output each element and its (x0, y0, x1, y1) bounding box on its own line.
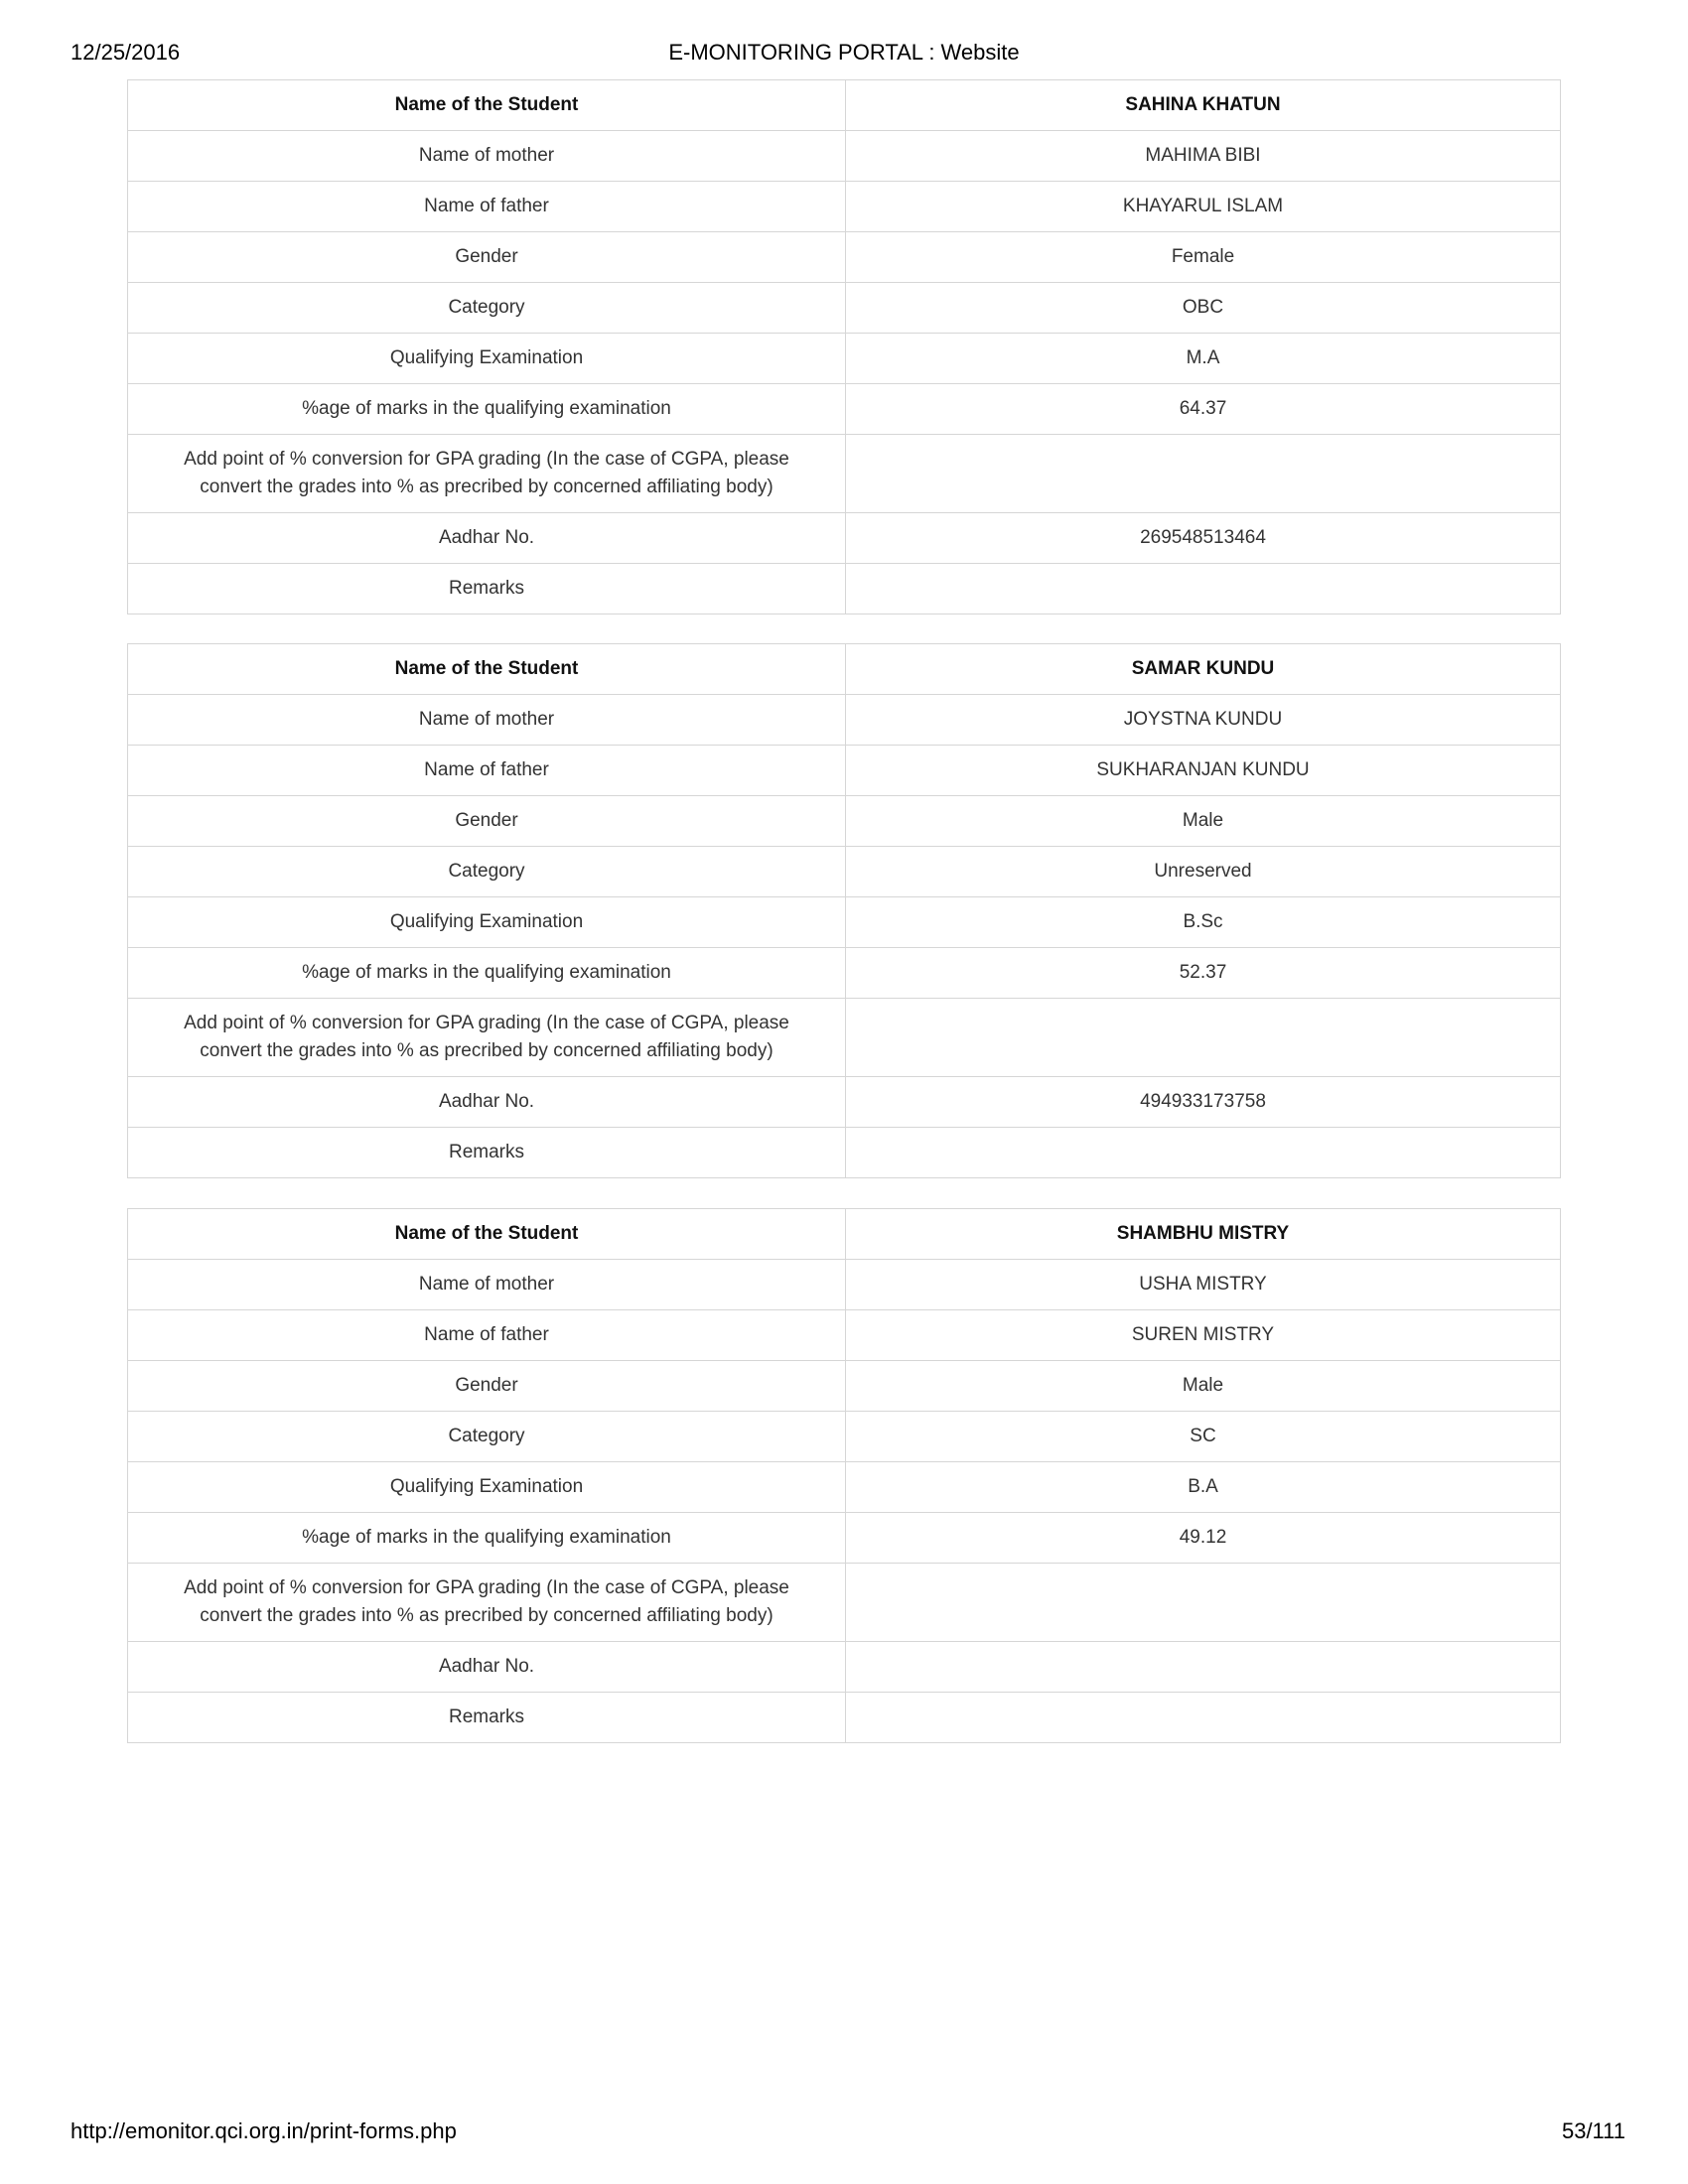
table-row (128, 513, 1561, 564)
gender-value: Female (846, 232, 1561, 283)
marks-percentage-label: %age of marks in the qualifying examination (128, 1513, 846, 1564)
table-row (128, 999, 1561, 1077)
table-row (128, 1128, 1561, 1178)
table-row (128, 384, 1561, 435)
table-row (128, 1077, 1561, 1128)
student-name-label: Name of the Student (128, 1209, 846, 1260)
page-number: 53/111 (1561, 2118, 1625, 2143)
gender-label: Gender (128, 232, 846, 283)
category-value: OBC (846, 283, 1561, 334)
page-url: http://emonitor.qci.org.in/print-forms.php (70, 2118, 457, 2143)
aadhar-label: Aadhar No. (128, 513, 846, 564)
table-row (128, 80, 1561, 131)
table-row (128, 1310, 1561, 1361)
marks-percentage-value: 52.37 (846, 948, 1561, 999)
mother-name-value: MAHIMA BIBI (846, 131, 1561, 182)
aadhar-label: Aadhar No. (128, 1077, 846, 1128)
father-name-value: SUKHARANJAN KUNDU (846, 746, 1561, 796)
student-record-table (127, 79, 1561, 614)
category-label: Category (128, 283, 846, 334)
father-name-label: Name of father (128, 1310, 846, 1361)
student-name-value: SAHINA KHATUN (846, 80, 1561, 131)
aadhar-value (846, 1642, 1561, 1693)
gpa-conversion-label: Add point of % conversion for GPA grading (In the case of CGPA, please convert the grades into % as precribed by concerned affiliating body) (128, 999, 846, 1077)
father-name-value: SUREN MISTRY (846, 1310, 1561, 1361)
mother-name-value: USHA MISTRY (846, 1260, 1561, 1310)
table-row (128, 1693, 1561, 1743)
table-row (128, 182, 1561, 232)
table-row (128, 334, 1561, 384)
aadhar-label: Aadhar No. (128, 1642, 846, 1693)
qualifying-exam-value: M.A (846, 334, 1561, 384)
marks-percentage-value: 49.12 (846, 1513, 1561, 1564)
remarks-label: Remarks (128, 1693, 846, 1743)
gpa-conversion-value (846, 435, 1561, 513)
category-value: SC (846, 1412, 1561, 1462)
remarks-label: Remarks (128, 564, 846, 614)
gender-label: Gender (128, 796, 846, 847)
table-row (128, 695, 1561, 746)
qualifying-exam-value: B.A (846, 1462, 1561, 1513)
student-name-label: Name of the Student (128, 644, 846, 695)
category-label: Category (128, 1412, 846, 1462)
student-record-table (127, 1208, 1561, 1743)
table-row (128, 1462, 1561, 1513)
category-value: Unreserved (846, 847, 1561, 897)
table-row (128, 1412, 1561, 1462)
remarks-value (846, 1128, 1561, 1178)
student-name-value: SAMAR KUNDU (846, 644, 1561, 695)
page-title: E-MONITORING PORTAL : Website (668, 40, 1020, 65)
marks-percentage-label: %age of marks in the qualifying examination (128, 384, 846, 435)
aadhar-value: 494933173758 (846, 1077, 1561, 1128)
table-row (128, 847, 1561, 897)
print-date: 12/25/2016 (70, 40, 181, 65)
mother-name-label: Name of mother (128, 695, 846, 746)
table-row (128, 435, 1561, 513)
mother-name-label: Name of mother (128, 1260, 846, 1310)
gender-value: Male (846, 1361, 1561, 1412)
table-row (128, 232, 1561, 283)
table-row (128, 1260, 1561, 1310)
student-name-value: SHAMBHU MISTRY (846, 1209, 1561, 1260)
mother-name-value: JOYSTNA KUNDU (846, 695, 1561, 746)
mother-name-label: Name of mother (128, 131, 846, 182)
table-row (128, 1361, 1561, 1412)
father-name-label: Name of father (128, 182, 846, 232)
remarks-label: Remarks (128, 1128, 846, 1178)
category-label: Category (128, 847, 846, 897)
table-row (128, 948, 1561, 999)
gpa-conversion-value (846, 999, 1561, 1077)
table-row (128, 1642, 1561, 1693)
table-row (128, 897, 1561, 948)
table-row (128, 746, 1561, 796)
remarks-value (846, 1693, 1561, 1743)
student-name-label: Name of the Student (128, 80, 846, 131)
father-name-label: Name of father (128, 746, 846, 796)
gpa-conversion-label: Add point of % conversion for GPA grading (In the case of CGPA, please convert the grades into % as precribed by concerned affiliating body) (128, 1564, 846, 1642)
table-row (128, 564, 1561, 614)
qualifying-exam-label: Qualifying Examination (128, 1462, 846, 1513)
gender-label: Gender (128, 1361, 846, 1412)
table-row (128, 1513, 1561, 1564)
table-row (128, 1564, 1561, 1642)
table-row (128, 131, 1561, 182)
aadhar-value: 269548513464 (846, 513, 1561, 564)
qualifying-exam-label: Qualifying Examination (128, 897, 846, 948)
gpa-conversion-label: Add point of % conversion for GPA grading (In the case of CGPA, please convert the grades into % as precribed by concerned affiliating body) (128, 435, 846, 513)
table-row (128, 1209, 1561, 1260)
marks-percentage-label: %age of marks in the qualifying examination (128, 948, 846, 999)
qualifying-exam-value: B.Sc (846, 897, 1561, 948)
remarks-value (846, 564, 1561, 614)
qualifying-exam-label: Qualifying Examination (128, 334, 846, 384)
marks-percentage-value: 64.37 (846, 384, 1561, 435)
student-record-table (127, 643, 1561, 1178)
gpa-conversion-value (846, 1564, 1561, 1642)
table-row (128, 644, 1561, 695)
table-row (128, 283, 1561, 334)
table-row (128, 796, 1561, 847)
father-name-value: KHAYARUL ISLAM (846, 182, 1561, 232)
gender-value: Male (846, 796, 1561, 847)
